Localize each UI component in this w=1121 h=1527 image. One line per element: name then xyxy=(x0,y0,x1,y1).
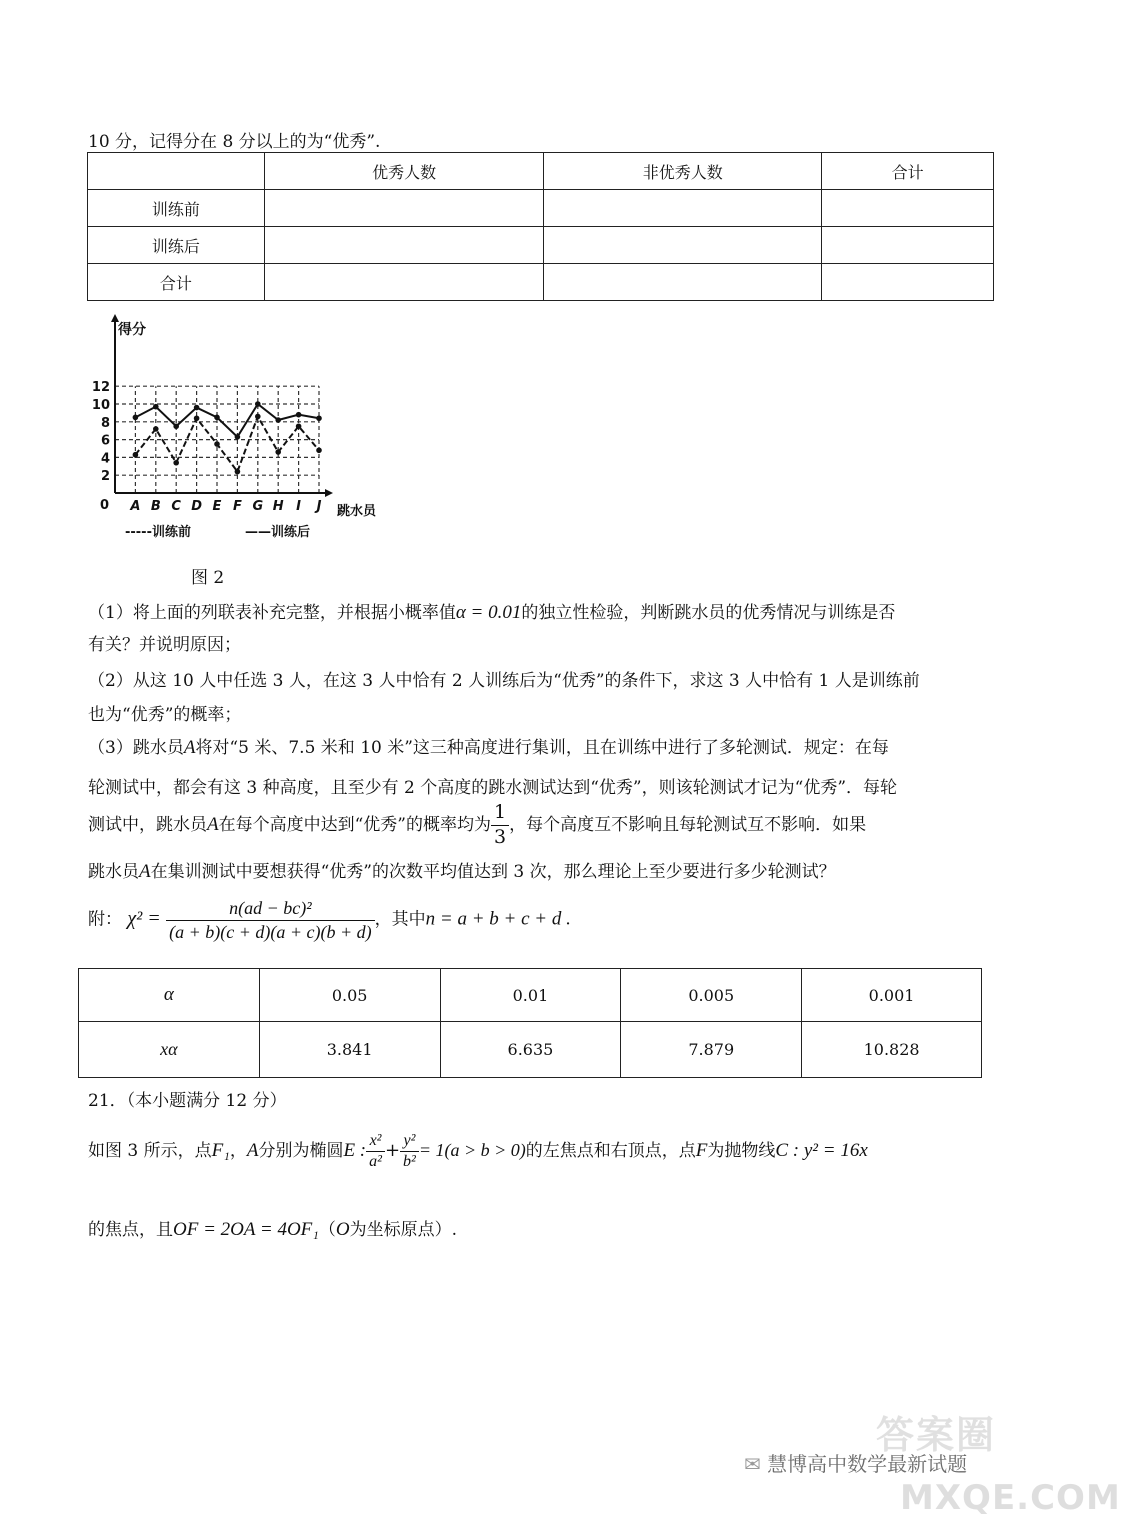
data-point xyxy=(194,405,200,411)
var-a: A xyxy=(183,737,196,758)
row-label: 训练后 xyxy=(88,227,265,264)
x-axis-arrow xyxy=(325,489,333,497)
data-point xyxy=(153,426,159,432)
ellipse-lhs: E : xyxy=(343,1140,367,1161)
chi-square-lhs: χ² = xyxy=(127,907,161,930)
table-row xyxy=(79,969,982,1022)
q3-text: 跳水员 xyxy=(88,862,139,882)
table-row xyxy=(88,190,994,227)
q21-text: 的焦点，且 xyxy=(88,1220,173,1240)
data-point xyxy=(316,415,322,421)
question-21-heading: 21．（本小题满分 12 分） xyxy=(88,1091,287,1111)
ellipse-rhs: = 1(a > b > 0) xyxy=(418,1140,526,1160)
y-tick-label: 12 xyxy=(91,380,110,396)
watermark-site: MXQE.COM xyxy=(900,1478,1121,1518)
x-tick-label: B xyxy=(150,499,161,514)
x-alpha-header: xα xyxy=(79,1022,260,1078)
q21-text: 分别为椭圆 xyxy=(258,1141,344,1161)
var-f: F xyxy=(695,1140,708,1161)
data-point xyxy=(153,404,159,410)
question-3-line-2: 轮测试中，都会有这 3 种高度，且至少有 2 个高度的跳水测试达到“优秀”，则该轮测试才记为“优秀”．每轮 xyxy=(88,778,898,798)
q3-text: ，每个高度互不影响且每轮测试互不影响．如果 xyxy=(509,814,867,835)
data-point xyxy=(133,415,139,421)
fraction-numerator: 1 xyxy=(491,801,509,826)
table-cell: 3.841 xyxy=(259,1022,440,1078)
x-tick-label: D xyxy=(191,499,202,514)
x-tick-label: F xyxy=(232,499,242,514)
legend-after: ——训练后 xyxy=(245,525,311,540)
q3-text: 将对“5 米、7.5 米和 10 米”这三种高度进行集训，且在训练中进行了多轮测试．规定：在每 xyxy=(195,738,889,758)
x-tick-label: I xyxy=(296,499,302,514)
y-tick-label: 4 xyxy=(100,451,110,467)
x-tick-label: A xyxy=(130,499,141,514)
data-point xyxy=(194,415,200,421)
table-cell xyxy=(544,227,822,264)
question-21-line-1 xyxy=(88,1131,868,1172)
question-2-line-1: （2）从这 10 人中任选 3 人，在这 3 人中恰有 2 人训练后为“优秀”的条件下，求这 3 人中恰有 1 人是训练前 xyxy=(88,671,920,691)
table-row xyxy=(88,227,994,264)
row-label: 训练前 xyxy=(88,190,265,227)
data-point xyxy=(296,412,302,418)
origin-label: 0 xyxy=(99,498,109,513)
question-3-line-3 xyxy=(88,801,866,850)
q21-text: （ xyxy=(318,1220,336,1240)
ellipse-y: y² xyxy=(400,1131,419,1152)
table-cell xyxy=(264,264,544,301)
table-cell xyxy=(264,227,544,264)
focus-condition: OF = 2OA = 4OF₁ xyxy=(173,1219,319,1240)
q21-text: ， xyxy=(229,1141,247,1161)
ellipse-x-fraction xyxy=(366,1131,385,1172)
chi-denominator: (a + b)(c + d)(a + c)(b + d) xyxy=(169,921,372,942)
data-point xyxy=(296,423,302,429)
question-2-line-2: 也为“优秀”的概率； xyxy=(88,705,242,725)
figure-caption: 图 2 xyxy=(191,568,225,588)
data-point xyxy=(235,434,241,440)
table-cell: 10.828 xyxy=(802,1022,982,1078)
table-row xyxy=(79,1022,982,1078)
table-header-cell xyxy=(88,153,265,190)
y-tick-label: 10 xyxy=(91,398,110,413)
plus-sign: + xyxy=(384,1140,401,1161)
table-cell xyxy=(544,190,822,227)
table-cell xyxy=(264,190,544,227)
x-tick-label: J xyxy=(316,499,322,514)
ellipse-a: a² xyxy=(369,1153,382,1170)
series-line-1 xyxy=(135,416,319,471)
q3-text: 在集训测试中要想获得“优秀”的次数平均值达到 3 次，那么理论上至少要进行多少轮测试？ xyxy=(150,862,836,882)
data-point xyxy=(235,469,241,475)
data-point xyxy=(214,441,220,447)
alpha-header: α xyxy=(79,969,260,1022)
var-a: A xyxy=(139,861,151,882)
intro-line: 10 分，记得分在 8 分以上的为“优秀”. xyxy=(88,132,381,152)
table-cell: 0.001 xyxy=(802,969,982,1022)
critical-value-table xyxy=(78,968,982,1078)
table-cell: 7.879 xyxy=(621,1022,802,1078)
watermark-title: 慧博高中数学最新试题 xyxy=(767,1452,968,1476)
y-tick-label: 6 xyxy=(100,433,110,449)
data-point xyxy=(275,417,281,423)
y-tick-label: 8 xyxy=(100,415,110,431)
data-point xyxy=(255,401,261,407)
x-tick-label: H xyxy=(272,499,284,514)
var-a: A xyxy=(246,1140,259,1161)
where-text: ，其中 xyxy=(374,909,426,930)
table-header-cell: 非优秀人数 xyxy=(544,153,822,190)
data-point xyxy=(214,415,220,421)
data-point xyxy=(316,447,322,453)
appendix-formula xyxy=(88,897,571,943)
y-axis-label: 得分 xyxy=(118,322,146,338)
legend-before: -----训练前 xyxy=(125,525,191,540)
q3-text: 在每个高度中达到“优秀”的概率均为 xyxy=(218,814,491,835)
data-point xyxy=(173,423,179,429)
series-line-2 xyxy=(135,404,319,437)
n-expression: n = a + b + c + d . xyxy=(425,908,571,930)
contingency-table xyxy=(87,152,994,301)
ellipse-b: b² xyxy=(403,1153,416,1170)
fraction-one-third xyxy=(491,801,509,850)
x-axis-label: 跳水员 xyxy=(337,504,377,519)
data-point xyxy=(133,452,139,458)
table-header-cell: 合计 xyxy=(822,153,994,190)
var-o: O xyxy=(335,1219,350,1240)
data-point xyxy=(275,449,281,455)
q21-text: 的左焦点和右顶点，点 xyxy=(525,1141,696,1161)
q21-text: 如图 3 所示，点 xyxy=(88,1141,212,1161)
var-a: A xyxy=(207,813,219,835)
table-row xyxy=(88,264,994,301)
q1-prefix: （1）将上面的列联表补充完整，并根据小概率值 xyxy=(88,603,456,623)
parabola-equation: C : y² = 16x xyxy=(775,1140,868,1161)
q21-text: 为抛物线 xyxy=(707,1141,776,1161)
chi-numerator: n(ad − bc)² xyxy=(166,897,375,921)
x-tick-label: E xyxy=(212,499,222,514)
table-cell: 6.635 xyxy=(440,1022,621,1078)
y-tick-label: 2 xyxy=(100,469,110,485)
watermark-logo: 答案圈 xyxy=(876,1413,997,1457)
data-point xyxy=(173,460,179,466)
q3-text: （3）跳水员 xyxy=(88,738,184,758)
x-tick-label: G xyxy=(252,499,264,514)
table-cell: 0.05 xyxy=(259,969,440,1022)
q3-text: 测试中，跳水员 xyxy=(88,814,207,835)
question-21-line-2 xyxy=(88,1215,457,1241)
table-cell xyxy=(822,264,994,301)
table-cell xyxy=(544,264,822,301)
row-label: 合计 xyxy=(88,264,265,301)
question-3-line-4 xyxy=(88,857,836,883)
wechat-icon: ✉ xyxy=(744,1452,761,1476)
chi-square-fraction xyxy=(166,897,375,943)
table-cell: 0.005 xyxy=(621,969,802,1022)
fraction-denominator: 3 xyxy=(494,825,507,848)
ellipse-y-fraction xyxy=(400,1131,419,1172)
question-1-line-2: 有关？并说明原因； xyxy=(88,635,241,655)
table-cell: 0.01 xyxy=(440,969,621,1022)
table-cell xyxy=(822,190,994,227)
appendix-label: 附： xyxy=(88,909,122,930)
line-chart xyxy=(88,314,388,546)
alpha-expression: α = 0.01 xyxy=(455,602,522,623)
question-1-line-1 xyxy=(88,598,895,624)
q21-text: 为坐标原点）. xyxy=(349,1220,458,1240)
table-header-cell: 优秀人数 xyxy=(264,153,544,190)
ellipse-x: x² xyxy=(366,1131,385,1152)
var-f1: F₁ xyxy=(211,1140,230,1161)
data-point xyxy=(255,414,261,420)
y-axis-arrow xyxy=(111,314,119,322)
q1-suffix: 的独立性检验，判断跳水员的优秀情况与训练是否 xyxy=(521,603,896,623)
question-3-line-1 xyxy=(88,733,889,759)
table-cell xyxy=(822,227,994,264)
x-tick-label: C xyxy=(171,499,181,514)
